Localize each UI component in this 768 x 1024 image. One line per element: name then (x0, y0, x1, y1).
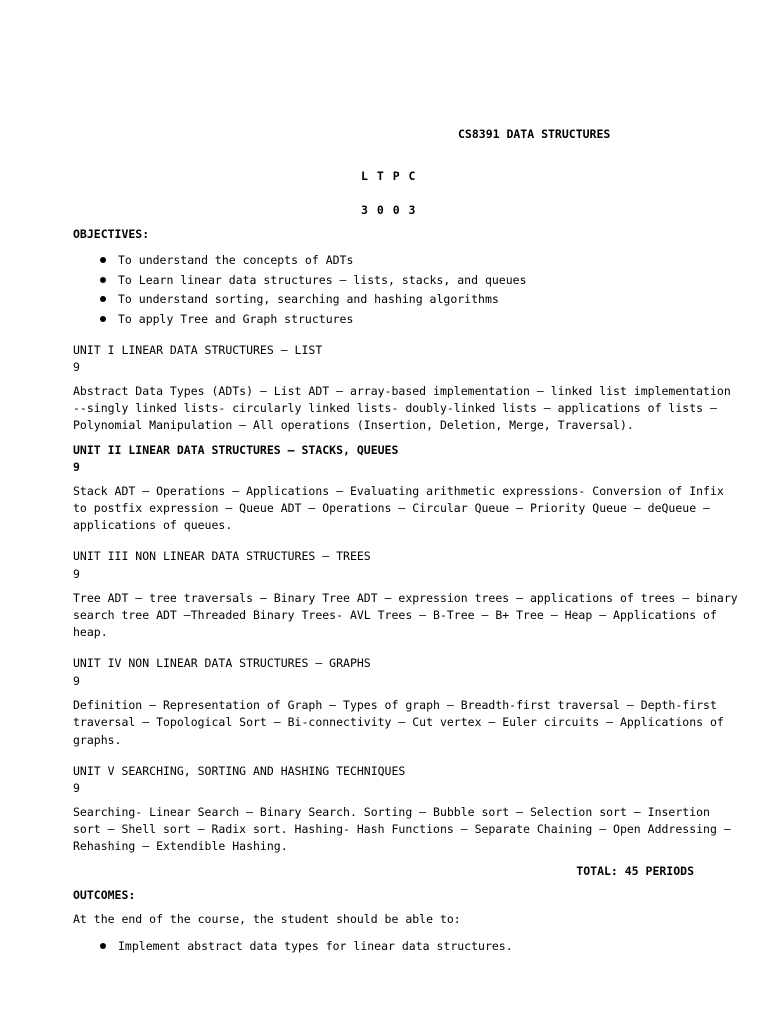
course-title: CS8391 DATA STRUCTURES (458, 127, 611, 141)
ltpc-values: 3 0 0 3 (361, 203, 417, 217)
bullet-icon (100, 316, 106, 322)
unit-2-title: UNIT II LINEAR DATA STRUCTURES – STACKS, QUEUES (73, 443, 399, 457)
unit-2-line-3: applications of queues. (73, 518, 233, 532)
unit-5-title: UNIT V SEARCHING, SORTING AND HASHING TECHNIQUES (73, 764, 406, 778)
objectives-heading: OBJECTIVES: (73, 227, 150, 241)
unit-5-line-3: Rehashing – Extendible Hashing. (73, 839, 288, 853)
unit-4-hours: 9 (73, 674, 80, 688)
unit-5-hours: 9 (73, 781, 80, 795)
unit-3-line-2: search tree ADT –Threaded Binary Trees- AVL Trees – B-Tree – B+ Tree – Heap – Applications of (73, 608, 717, 622)
unit-1-title: UNIT I LINEAR DATA STRUCTURES – LIST (73, 343, 323, 357)
unit-2-hours: 9 (73, 460, 80, 474)
unit-4-title: UNIT IV NON LINEAR DATA STRUCTURES – GRAPHS (73, 656, 371, 670)
unit-5-line-1: Searching- Linear Search – Binary Search. Sorting – Bubble sort – Selection sort – Insertion (73, 805, 710, 819)
unit-5-line-2: sort – Shell sort – Radix sort. Hashing- Hash Functions – Separate Chaining – Open Addressing – (73, 822, 731, 836)
bullet-icon (100, 277, 106, 283)
unit-3-hours: 9 (73, 567, 80, 581)
list-item: To apply Tree and Graph structures (100, 312, 353, 326)
unit-1-line-2: --singly linked lists- circularly linked lists- doubly-linked lists – applications of lists – (73, 401, 717, 415)
ltpc-label: L T P C (361, 169, 417, 183)
list-item: To Learn linear data structures – lists, stacks, and queues (100, 273, 527, 287)
unit-3-line-1: Tree ADT – tree traversals – Binary Tree ADT – expression trees – applications of trees – binary (73, 591, 738, 605)
unit-1-hours: 9 (73, 360, 80, 374)
bullet-icon (100, 257, 106, 263)
outcomes-heading: OUTCOMES: (73, 888, 136, 902)
bullet-icon (100, 296, 106, 302)
unit-3-title: UNIT III NON LINEAR DATA STRUCTURES – TREES (73, 549, 371, 563)
list-item: Implement abstract data types for linear data structures. (100, 939, 513, 953)
list-item: To understand sorting, searching and hashing algorithms (100, 292, 499, 306)
unit-4-line-3: graphs. (73, 733, 122, 747)
total-periods: TOTAL: 45 PERIODS (576, 864, 694, 878)
list-item: To understand the concepts of ADTs (100, 253, 353, 267)
bullet-icon (100, 943, 106, 949)
unit-2-line-2: to postfix expression – Queue ADT – Operations – Circular Queue – Priority Queue – deQueue – (73, 501, 710, 515)
unit-1-line-3: Polynomial Manipulation – All operations (Insertion, Deletion, Merge, Traversal). (73, 418, 634, 432)
unit-4-line-2: traversal – Topological Sort – Bi-connectivity – Cut vertex – Euler circuits – Applications of (73, 715, 724, 729)
outcomes-intro: At the end of the course, the student should be able to: (73, 912, 461, 926)
unit-4-line-1: Definition – Representation of Graph – Types of graph – Breadth-first traversal – Depth-first (73, 698, 717, 712)
unit-3-line-3: heap. (73, 625, 108, 639)
unit-2-line-1: Stack ADT – Operations – Applications – Evaluating arithmetic expressions- Conversion of Infix (73, 484, 724, 498)
unit-1-line-1: Abstract Data Types (ADTs) – List ADT – array-based implementation – linked list implementation (73, 384, 731, 398)
